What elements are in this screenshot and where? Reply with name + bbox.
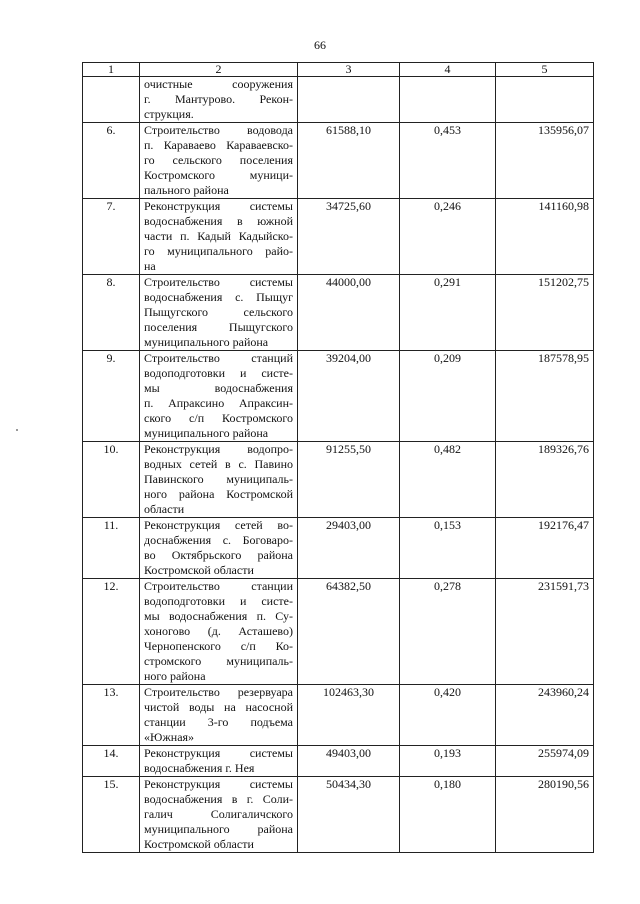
page-number: 66 — [314, 38, 326, 52]
description-line: Строительство станций — [144, 351, 293, 365]
description-cell — [140, 685, 298, 746]
cost-cell: 61588,10 — [298, 123, 400, 199]
cumulative-cell: 255974,09 — [496, 746, 594, 777]
row-number-cell: 6. — [83, 123, 140, 199]
description-cell — [140, 199, 298, 275]
table-row — [83, 199, 594, 275]
table-row — [83, 777, 594, 853]
column-header: 1 — [83, 63, 140, 77]
description-line: водоподготовки и систе- — [144, 594, 293, 608]
description-cell — [140, 351, 298, 442]
column-header: 4 — [400, 63, 496, 77]
description-line: водоснабжения с. Пыщуг — [144, 290, 293, 304]
description-line: Реконструкция системы — [144, 746, 293, 760]
description-cell — [140, 579, 298, 685]
row-number-cell: 9. — [83, 351, 140, 442]
data-table — [82, 62, 594, 853]
description-line: водных сетей в с. Павино — [144, 457, 293, 471]
cumulative-cell: 280190,56 — [496, 777, 594, 853]
ratio-cell: 0,193 — [400, 746, 496, 777]
description-line: хоногово (д. Асташево) — [144, 624, 293, 638]
cumulative-cell: 151202,75 — [496, 275, 594, 351]
description-line: муниципального района — [144, 822, 293, 836]
description-cell — [140, 746, 298, 777]
cost-cell: 29403,00 — [298, 518, 400, 579]
table-header-row — [83, 63, 594, 77]
row-number-cell — [83, 77, 140, 123]
cost-cell: 44000,00 — [298, 275, 400, 351]
description-line: стромского муниципаль- — [144, 654, 293, 668]
description-line: поселения Пыщугского — [144, 320, 293, 334]
table-row — [83, 77, 594, 123]
column-header: 5 — [496, 63, 594, 77]
description-line: ного района — [144, 669, 206, 683]
description-line: п. Караваево Караваевско- — [144, 138, 293, 152]
description-line: Костромского муници- — [144, 168, 293, 182]
row-number-cell: 13. — [83, 685, 140, 746]
description-line: Строительство водовода — [144, 123, 293, 137]
description-line: Чернопенского с/п Ко- — [144, 639, 293, 653]
description-line: очистные сооружения — [144, 77, 293, 91]
cumulative-cell: 135956,07 — [496, 123, 594, 199]
description-cell — [140, 275, 298, 351]
description-line: Пыщугского сельского — [144, 305, 293, 319]
cumulative-cell: 243960,24 — [496, 685, 594, 746]
cost-cell: 39204,00 — [298, 351, 400, 442]
description-line: Реконструкция системы — [144, 199, 293, 213]
description-line: мы водоснабжения — [144, 381, 293, 395]
column-header: 3 — [298, 63, 400, 77]
ratio-cell: 0,209 — [400, 351, 496, 442]
description-line: доснабжения с. Боговаро- — [144, 533, 293, 547]
cost-cell: 91255,50 — [298, 442, 400, 518]
cost-cell: 34725,60 — [298, 199, 400, 275]
row-number-cell: 11. — [83, 518, 140, 579]
cumulative-cell — [496, 77, 594, 123]
description-line: ного района Костромской — [144, 487, 293, 501]
description-line: г. Мантурово. Рекон- — [144, 92, 293, 106]
description-line: Реконструкция водопро- — [144, 442, 293, 456]
description-cell — [140, 442, 298, 518]
table-body — [83, 77, 594, 853]
table-row — [83, 442, 594, 518]
ratio-cell: 0,246 — [400, 199, 496, 275]
ratio-cell: 0,420 — [400, 685, 496, 746]
description-line: пального района — [144, 183, 229, 197]
margin-mark — [16, 429, 18, 431]
description-line: галич Солигаличского — [144, 807, 293, 821]
cumulative-cell: 231591,73 — [496, 579, 594, 685]
table-row — [83, 123, 594, 199]
description-line: Реконструкция системы — [144, 777, 293, 791]
ratio-cell: 0,453 — [400, 123, 496, 199]
ratio-cell: 0,278 — [400, 579, 496, 685]
description-line: водоснабжения в г. Соли- — [144, 792, 293, 806]
description-line: Реконструкция сетей во- — [144, 518, 293, 532]
description-line: водоподготовки и систе- — [144, 366, 293, 380]
description-line: «Южная» — [144, 730, 195, 744]
description-line: части п. Кадый Кадыйско- — [144, 229, 293, 243]
cumulative-cell: 187578,95 — [496, 351, 594, 442]
description-line: ского с/п Костромского — [144, 411, 293, 425]
description-line: струкция. — [144, 107, 194, 121]
description-line: Строительство системы — [144, 275, 293, 289]
description-line: мы водоснабжения п. Су- — [144, 609, 293, 623]
row-number-cell: 14. — [83, 746, 140, 777]
description-cell — [140, 777, 298, 853]
table-row — [83, 275, 594, 351]
description-cell — [140, 518, 298, 579]
row-number-cell: 7. — [83, 199, 140, 275]
cumulative-cell: 192176,47 — [496, 518, 594, 579]
description-line: Костромской области — [144, 563, 254, 577]
cost-cell: 64382,50 — [298, 579, 400, 685]
description-line: на — [144, 259, 156, 273]
table-row — [83, 746, 594, 777]
cost-cell: 50434,30 — [298, 777, 400, 853]
description-line: водоснабжения в южной — [144, 214, 293, 228]
description-line: Павинского муниципаль- — [144, 472, 293, 486]
row-number-cell: 8. — [83, 275, 140, 351]
description-line: п. Апраксино Апраксин- — [144, 396, 293, 410]
ratio-cell: 0,153 — [400, 518, 496, 579]
ratio-cell: 0,482 — [400, 442, 496, 518]
description-line: области — [144, 502, 185, 516]
description-line: Строительство станции — [144, 579, 293, 593]
description-line: водоснабжения г. Нея — [144, 761, 255, 775]
description-line: муниципального района — [144, 426, 269, 440]
cost-cell — [298, 77, 400, 123]
table-row — [83, 579, 594, 685]
description-line: го сельского поселения — [144, 153, 293, 167]
description-line: Костромской области — [144, 837, 254, 851]
table-row — [83, 518, 594, 579]
description-line: муниципального района — [144, 335, 269, 349]
ratio-cell: 0,291 — [400, 275, 496, 351]
description-line: станции 3-го подъема — [144, 715, 293, 729]
row-number-cell: 15. — [83, 777, 140, 853]
table-row — [83, 351, 594, 442]
column-header: 2 — [140, 63, 298, 77]
description-line: чистой воды на насосной — [144, 700, 293, 714]
cumulative-cell: 141160,98 — [496, 199, 594, 275]
description-line: Строительство резервуара — [144, 685, 293, 699]
ratio-cell: 0,180 — [400, 777, 496, 853]
row-number-cell: 12. — [83, 579, 140, 685]
description-line: го муниципального райо- — [144, 244, 293, 258]
ratio-cell — [400, 77, 496, 123]
row-number-cell: 10. — [83, 442, 140, 518]
description-cell — [140, 77, 298, 123]
cost-cell: 49403,00 — [298, 746, 400, 777]
table-row — [83, 685, 594, 746]
description-line: во Октябрьского района — [144, 548, 293, 562]
cost-cell: 102463,30 — [298, 685, 400, 746]
cumulative-cell: 189326,76 — [496, 442, 594, 518]
description-cell — [140, 123, 298, 199]
